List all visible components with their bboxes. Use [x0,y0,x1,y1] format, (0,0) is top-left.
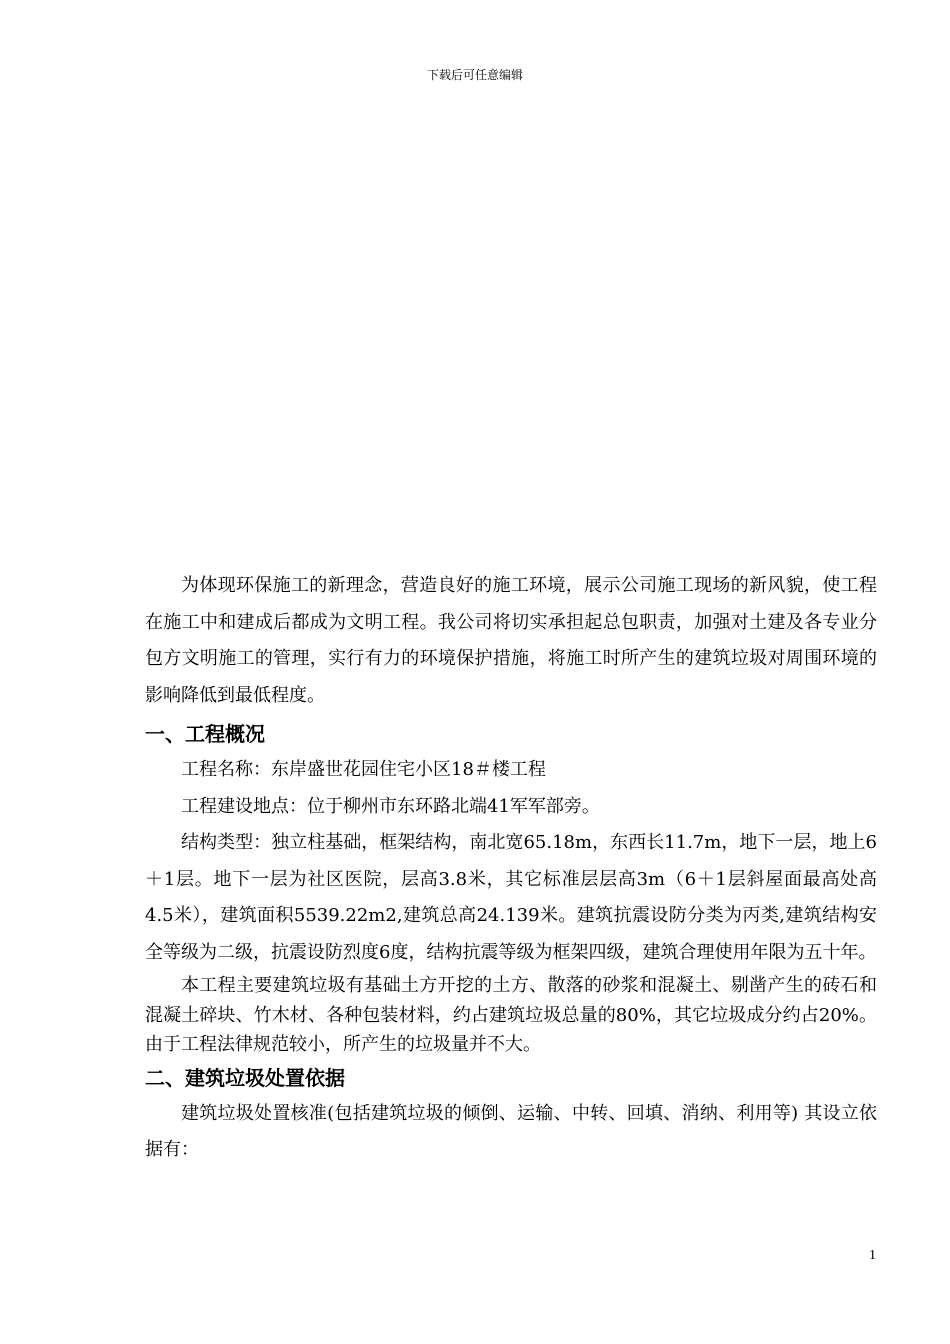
project-name-line: 工程名称：东岸盛世花园住宅小区18＃楼工程 [181,759,546,780]
waste-description-paragraph: 本工程主要建筑垃圾有基础土方开挖的土方、散落的砂浆和混凝土、剔凿产生的砖石和混凝土碎块、竹木材、各种包装材料，约占建筑垃圾总量的80%，其它垃圾成分约占20%。由于工程法律规范较小，所产生的垃圾量并不大。 [145,975,877,1055]
intro-paragraph: 为体现环保施工的新理念，营造良好的施工环境，展示公司施工现场的新风貌，使工程在施工中和建成后都成为文明工程。我公司将切实承担起总包职责，加强对土建及各专业分包方文明施工的管理，实行有力的环境保护措施，将施工时所产生的建筑垃圾对周围环境的影响降低到最低程度。 [145,575,877,706]
section-heading-overview: 一、工程概况 [145,722,265,746]
page-number: 1 [869,1248,876,1263]
disposal-basis-paragraph: 建筑垃圾处置核准(包括建筑垃圾的倾倒、运输、中转、回填、消纳、利用等) 其设立依据有： [145,1102,877,1160]
project-location-line: 工程建设地点：位于柳州市东环路北端41军军部旁。 [181,795,600,817]
structure-type-paragraph: 结构类型：独立柱基础，框架结构，南北宽65.18m，东西长11.7m，地下一层，地上6＋1层。地下一层为社区医院，层高3.8米，其它标准层层高3m（6＋1层斜屋面最高处高4.5米），建筑面积5539.22m2,建筑总高24.139米。建筑抗震设防分类为丙类,建筑结构安全等级为二级，抗震设防烈度6度，结构抗震等级为框架四级，建筑合理使用年限为五十年。 [145,832,877,963]
section-heading-disposal-basis: 二、建筑垃圾处置依据 [145,1065,345,1090]
document-body [145,568,877,1169]
page-header-note: 下载后可任意编辑 [426,68,523,82]
